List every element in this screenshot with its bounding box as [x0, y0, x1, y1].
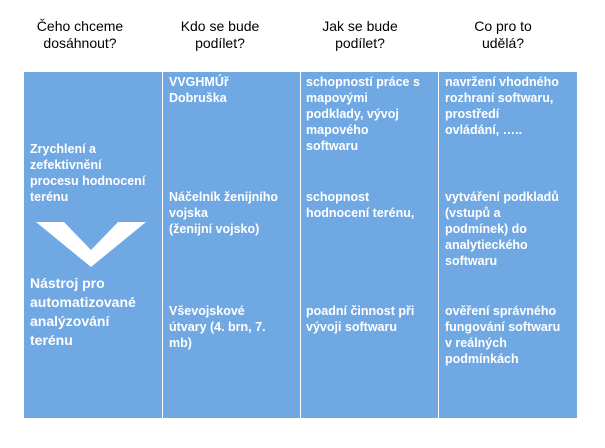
who-item: Náčelník ženijního vojska (ženijní vojsko) [169, 190, 279, 236]
header-who-line2: podílet? [195, 35, 245, 51]
how-item: schopností práce s mapovými podklady, vývoj mapového softwaru [306, 75, 420, 153]
header-goal-line2: dosáhnout? [43, 35, 117, 51]
header-what-line1: Co pro to [474, 18, 532, 34]
header-who [160, 18, 280, 52]
header-how-line2: podílet? [335, 35, 385, 51]
goal-tool: Nástroj pro automatizované analýzování terénu [30, 275, 136, 348]
header-how-line1: Jak se bude [322, 18, 398, 34]
header-what [438, 18, 568, 52]
how-item: poadní činnost při vývoji softwaru [306, 304, 415, 334]
who-item: Vševojskové útvary (4. brn, 7. mb) [169, 304, 266, 350]
column-divider [438, 72, 439, 418]
what-item: navržení vhodného rozhraní softwaru, prostředí ovládání, ….. [445, 75, 559, 137]
header-goal [20, 18, 140, 52]
who-item: VVGHMÚř Dobruška [169, 75, 229, 105]
chevron-down-icon [36, 222, 146, 267]
goal-primary: Zrychlení a zefektivnění procesu hodnocení terénu [30, 142, 146, 204]
header-how [300, 18, 420, 52]
column-divider [300, 72, 301, 418]
how-item: schopnost hodnocení terénu, [306, 190, 415, 220]
column-divider [162, 72, 163, 418]
header-goal-line1: Čeho chceme [36, 18, 124, 34]
header-what-line2: udělá? [481, 35, 525, 51]
what-item: vytváření podkladů (vstupů a podmínek) do analytieckého softwaru [445, 190, 559, 268]
header-who-line1: Kdo se bude [180, 18, 260, 34]
what-item: ověření správného fungování softwaru v reálných podmínkách [445, 304, 561, 366]
